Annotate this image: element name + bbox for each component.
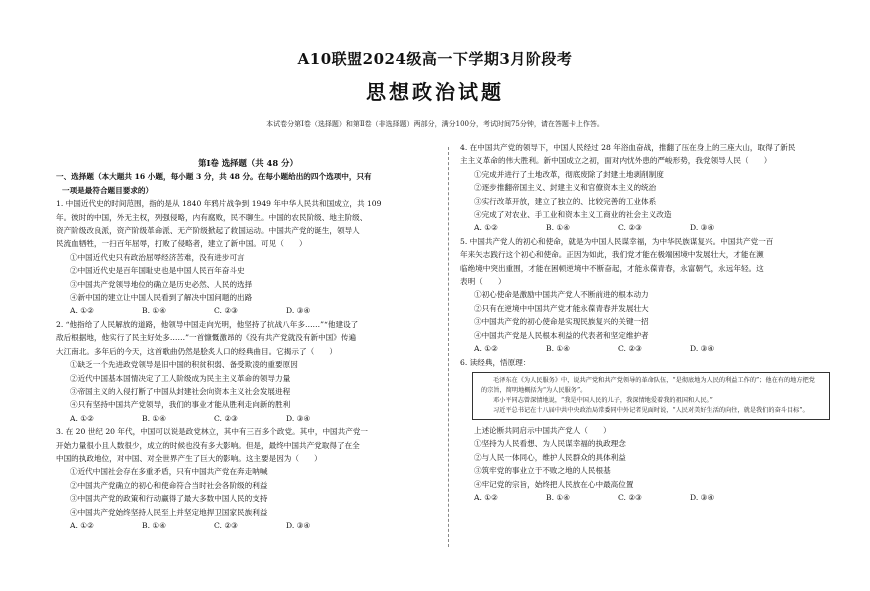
classic-quote-box (472, 372, 830, 420)
statement-option: ①初心使命是激励中国共产党人不断前进的根本动力 (474, 290, 649, 300)
right-column (460, 141, 832, 504)
choice-a: A. ①② (70, 413, 94, 423)
statement-option: ④新中国的建立让中国人民看到了解决中国问题的出路 (70, 293, 253, 303)
choice-b: B. ①④ (142, 413, 167, 423)
choice-b: B. ①④ (142, 306, 167, 316)
question-6 (460, 356, 832, 505)
choice-c: C. ②③ (618, 223, 642, 233)
statement-option: ②近代中国基本国情决定了工人阶级成为民主主义革命的领导力量 (70, 373, 291, 383)
statement-option: ①坚持为人民看想、为人民谋幸福的执政理念 (474, 439, 626, 449)
statement-option: ②中国共产党确立的初心和使命符合当时社会各阶级的利益 (70, 480, 268, 490)
choice-c: C. ②③ (618, 492, 642, 502)
statement-option: ①中国近代史只有政治屈辱经济苦难，没有进步可言 (70, 252, 245, 262)
statement-option: ①近代中国社会存在多重矛盾，只有中国共产党在奔走呐喊 (70, 467, 268, 477)
question-stem-line: 4. 在中国共产党的领导下，中国人民经过 28 年浴血奋战，推翻了压在身上的三座大山，取得了新民 (460, 143, 796, 152)
choice-c: C. ②③ (214, 306, 238, 316)
choice-d: D. ③④ (690, 492, 715, 502)
answer-choices (460, 342, 832, 355)
statement-option: ④中国共产党是人民根本利益的代表者和坚定维护者 (474, 330, 649, 340)
choice-a: A. ①② (474, 492, 498, 502)
question-stem-line: 2. “他指给了人民解放的道路，他领导中国走向光明，他坚持了抗战八年多……”“他建设了 (56, 319, 359, 329)
statement-option: ③中国共产党的初心使命是实现民族复兴的关键一招 (474, 317, 649, 327)
statement-option: ④中国共产党始终坚持人民至上并坚定地捍卫国家民族利益 (70, 507, 268, 517)
choice-b: B. ①④ (546, 344, 571, 354)
question-stem-line: 资产阶级改良派，资产阶级革命派、无产阶级掀起了救国运动。中国共产党的诞生，领导人 (56, 226, 360, 236)
question-1 (56, 197, 440, 318)
left-column (56, 157, 440, 532)
question-4 (460, 141, 832, 235)
exam-title: A10联盟2024级高一下学期3月阶段考 (297, 50, 573, 68)
statement-option: ②逐步推翻帝国主义、封建主义和官僚资本主义的统治 (474, 183, 657, 193)
question-stem-line: 民流血牺牲，一扫百年屈辱，打败了侵略者，建立了新中国。可见（ ） (56, 239, 307, 249)
statement-option: ①缺乏一个先进政党领导是旧中国的积贫积弱、备受欺凌的重要原因 (70, 360, 298, 370)
question-stem-line: 中国的执政地位，对中国、对全世界产生了巨大的影响。这主要是因为（ ） (56, 453, 322, 463)
statement-option: ②中国近代史是百年国耻史也是中国人民百年奋斗史 (70, 266, 245, 276)
statement-option: ④只有坚持中国共产党领导，我们的事业才能从胜利走向新的胜利 (70, 400, 291, 410)
statement-option: ③中国共产党领导地位的确立是历史必然、人民的选择 (70, 279, 253, 289)
choice-d: D. ③④ (286, 306, 311, 316)
question-stem-line: 主主义革命的伟大胜利。新中国成立之初，面对内忧外患的严峻形势，我党领导人民（ ） (460, 156, 772, 166)
answer-choices (56, 412, 440, 425)
statement-option: ②只有在逆境中中国共产党才能永葆青春并发展壮大 (474, 303, 649, 313)
section-intro-line2: 一项是最符合题目要求的） (62, 185, 154, 195)
quote-paragraph: 习近平总书记在十八届中共中央政治局常委同中外记者见面时说，“人民对美好生活的向往，就是我们的奋斗目标”。 (493, 406, 809, 414)
column-divider (448, 147, 449, 547)
choice-d: D. ③④ (286, 520, 311, 530)
question-stem-line: 5. 中国共产党人的初心和使命，就是为中国人民谋幸福，为中华民族谋复兴。中国共产党一百 (460, 236, 774, 246)
statement-option: ③中国共产党的政策和行动赢得了最大多数中国人民的支持 (70, 494, 268, 504)
question-stem-line: 大江南北。多年后的今天，这首歌曲仍然是脍炙人口的经典曲目。它揭示了（ ） (56, 346, 337, 356)
exam-notice: 本试卷分第Ⅰ卷（选择题）和第Ⅱ卷（非选择题）两部分，满分100分，考试时间75分钟，请在答题卡上作答。 (266, 120, 604, 128)
question-stem-line: 6. 读经典，悟原理： (460, 357, 531, 367)
question-stem-line: 年来矢志践行这个初心和使命。正因为如此，我们党才能在极端困境中发展壮大，才能在濒 (460, 250, 764, 260)
exam-subject-title: 思想政治试题 (366, 80, 504, 104)
statement-option: ④完成了对农业、手工业和资本主义工商业的社会主义改造 (474, 210, 672, 220)
choice-d: D. ③④ (690, 223, 715, 233)
statement-option: ③筑牢党的事业立于不败之地的人民根基 (474, 466, 611, 476)
choice-d: D. ③④ (286, 413, 311, 423)
question-5 (460, 235, 832, 356)
quote-paragraph: 邓小平同志曾深情地说，“我是中国人民的儿子，我深情地爱着我的祖国和人民。” (493, 396, 713, 404)
choice-b: B. ①④ (546, 492, 571, 502)
answer-choices (56, 304, 440, 317)
choice-b: B. ①④ (546, 223, 571, 233)
choice-c: C. ②③ (214, 413, 238, 423)
question-stem-line: 开始力量很小且人数很少，成立的时候也没有多大影响。但是，最终中国共产党取得了在全 (56, 440, 360, 450)
choice-c: C. ②③ (618, 344, 642, 354)
section-title: 第Ⅰ卷 选择题（共 48 分） (198, 158, 298, 168)
choice-b: B. ①④ (142, 520, 167, 530)
choice-c: C. ②③ (214, 520, 238, 530)
question-stem-line: 表明（ ） (460, 277, 506, 287)
answer-choices (460, 221, 832, 234)
statement-option: ③实行改革开放，建立了独立的、比较完善的工业体系 (474, 196, 657, 206)
statement-option: ①完成并进行了土地改革，彻底废除了封建土地剥削制度 (474, 169, 664, 179)
question-stem-line: 敌后根据地，他实行了民主好处多……”一首慷慨激昂的《没有共产党就没有新中国》传遍 (56, 333, 357, 343)
choice-a: A. ①② (474, 223, 498, 233)
question-stem-line: 3. 在 20 世纪 20 年代，中国可以说是政党林立，其中有三百多个政党。其中，中国共产党一 (56, 427, 369, 437)
choice-a: A. ①② (70, 306, 94, 316)
choice-a: A. ①② (474, 344, 498, 354)
choice-a: A. ①② (70, 520, 94, 530)
section-intro-line1: 一、选择题（本大题共 16 小题，每小题 3 分，共 48 分。在每小题给出的四个选项中，只有 (56, 172, 372, 182)
statement-option: ③帝国主义的入侵打断了中国从封建社会向资本主义社会发展进程 (70, 386, 291, 396)
answer-choices (56, 519, 440, 532)
answer-choices (460, 491, 832, 504)
question-stem-line: 年。彼时的中国，外无主权，列强侵略，内有腐败，民不聊生。中国的农民阶级、地主阶级、 (56, 212, 368, 222)
question-3 (56, 425, 440, 532)
question-2 (56, 318, 440, 425)
question-stem-line: 1. 中国近代史的时间范围，指的是从 1840 年鸦片战争到 1949 年中华人民共和国成立，共 109 (56, 199, 382, 209)
question-stem-line: 临绝境中突出重围，才能在困顿逆境中不断奋起，才能永葆青春，永富朝气，永远年轻。这 (460, 263, 764, 273)
choice-d: D. ③④ (690, 344, 715, 354)
question-stem-line: 上述论断共同启示中国共产党人（ ） (474, 425, 611, 435)
statement-option: ④牢记党的宗旨，始终把人民放在心中最高位置 (474, 479, 634, 489)
quote-paragraph: 毛泽东在《为人民服务》中，说共产党和共产党领导的革命队伍，“是彻底地为人民的利益工作的”；他在有的地方把党的宗旨，简明地概括为“为人民服务”。 (481, 376, 815, 394)
statement-option: ②与人民一体同心，维护人民群众的具体利益 (474, 452, 626, 462)
